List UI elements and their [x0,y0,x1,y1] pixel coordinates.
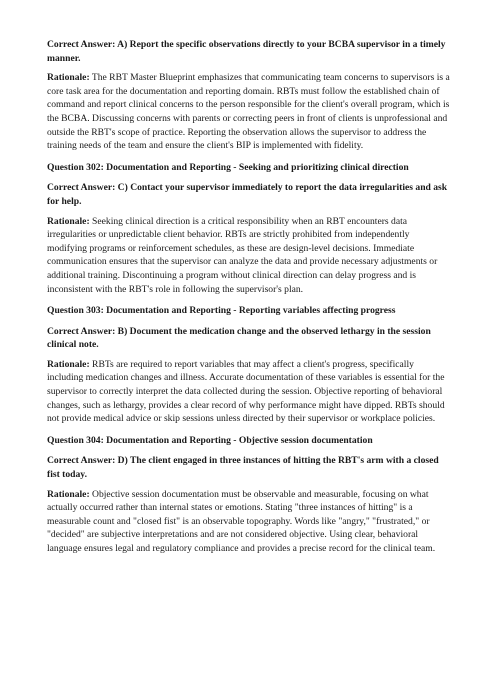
correct-answer-302: Correct Answer: C) Contact your supervisor immediately to report the data irregularities and ask for help. [47,182,448,207]
rationale-text: The RBT Master Blueprint emphasizes that communicating team concerns to supervisors is a core task area for the documentation and reporting domain. RBTs must follow the established chain of command and report clinical concerns to the person responsible for the client's overall program, which is the BCBA. Discussing concerns with parents or correcting peers in front of clients is unprofessional and outside the RBT's scope of practice. Reporting the observation allows the supervisor to address the training needs of the team and ensure the client's BIP is implemented with fidelity. [47,72,450,152]
question-heading-304: Question 304: Documentation and Reporting - Objective session documentation [47,434,373,446]
rationale-301 [47,71,451,153]
rationale-label: Rationale: [47,358,90,370]
rationale-text: Objective session documentation must be observable and measurable, focusing on what actually occurred rather than internal states or emotions. Stating "three instances of hitting" is a measurable count and "closed fist" is an observable topography. Words like "angry," "frustrated," or "decided" are subjective interpretations and are not considered objective. Using clear, behavioral language ensures legal and regulatory compliance and provides a precise record for the clinical team. [47,488,436,554]
rationale-label: Rationale: [47,488,90,500]
correct-answer-301: Correct Answer: A) Report the specific observations directly to your BCBA supervisor in a timely manner. [47,39,446,64]
rationale-303 [47,358,451,426]
rationale-text: Seeking clinical direction is a critical responsibility when an RBT encounters data irregularities or unpredictable client behavior. RBTs are strictly prohibited from independently modifying programs or reinforcement schedules, as these are design-level decisions. Immediate communication ensures that the supervisor can analyze the data and provide necessary adjustments or additional training. Discontinuing a program without clinical direction can delay progress and is inconsistent with the RBT's role in following the supervisor's plan. [47,215,438,295]
correct-answer-304: Correct Answer: D) The client engaged in three instances of hitting the RBT's arm with a closed fist today. [47,455,439,481]
question-heading-302: Question 302: Documentation and Reporting - Seeking and prioritizing clinical direction [47,161,409,173]
rationale-label: Rationale: [47,72,90,84]
question-heading-303: Question 303: Documentation and Reporting - Reporting variables affecting progress [47,305,396,317]
document-page [47,38,451,564]
rationale-304 [47,488,451,556]
rationale-302 [47,215,451,297]
rationale-label: Rationale: [47,215,90,227]
correct-answer-303: Correct Answer: B) Document the medication change and the observed lethargy in the session clinical note. [47,325,431,351]
rationale-text: RBTs are required to report variables that may affect a client's progress, specifically including medication changes and illness. Accurate documentation of these variables is essential for the supervisor to correctly interpret the data collected during the session. Objective reporting of behavioral changes, such as lethargy, provides a clear record of why performance might have dipped. RBTs should not provide medical advice or skip sessions unless directed by their supervisor or workplace policies. [47,358,445,425]
